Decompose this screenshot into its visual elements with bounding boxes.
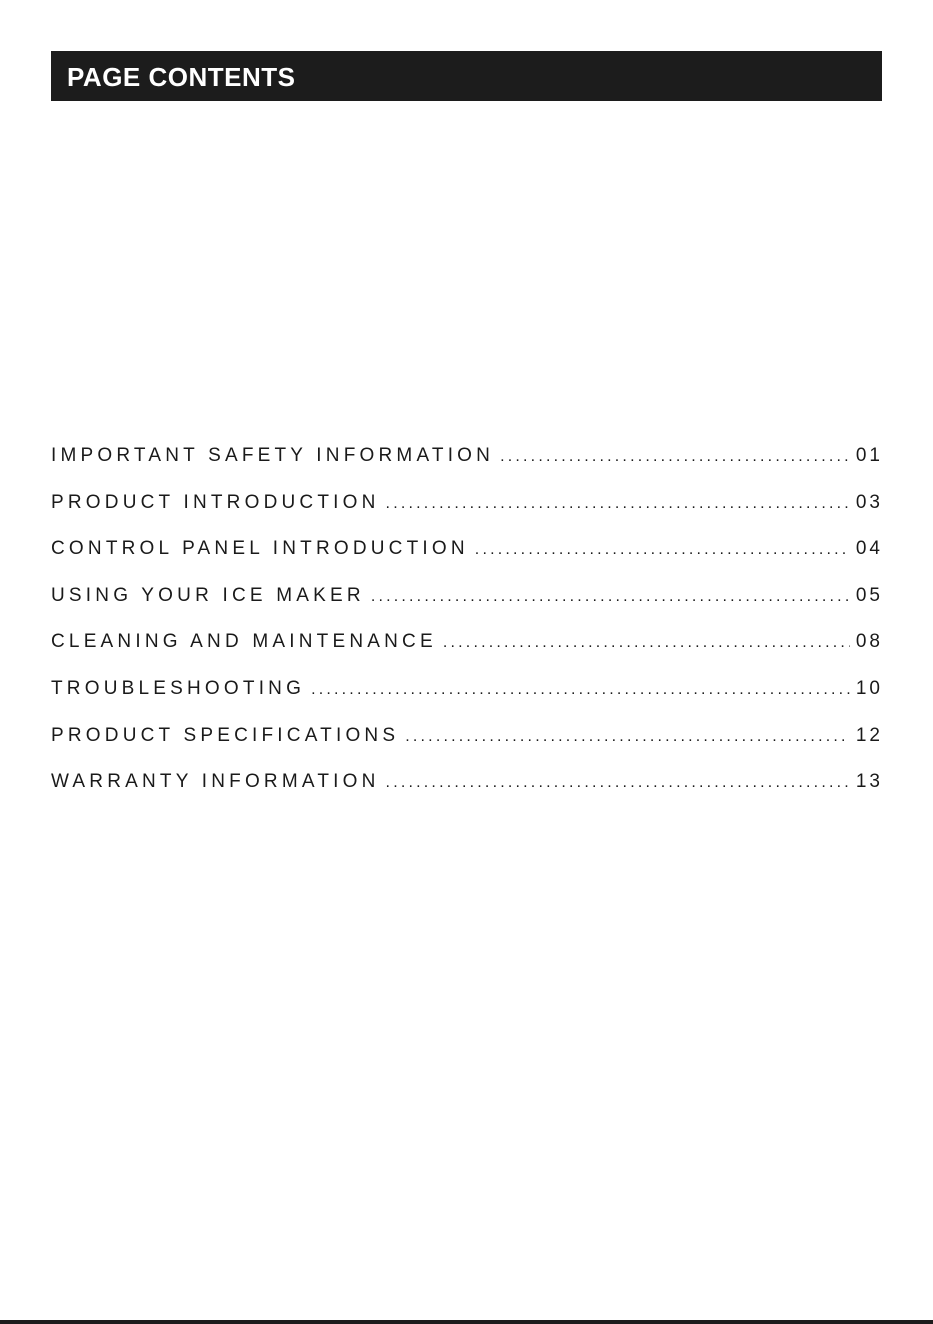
toc-dot-leader bbox=[405, 728, 850, 746]
toc-entry-page-number: 12 bbox=[855, 724, 883, 746]
page-title: PAGE CONTENTS bbox=[67, 62, 296, 92]
toc-entry-label: WARRANTY INFORMATION bbox=[51, 771, 380, 793]
toc-entry-page-number: 01 bbox=[855, 445, 883, 466]
toc-dot-leader bbox=[475, 541, 850, 559]
toc-entry-control-panel-introduction[interactable] bbox=[51, 538, 883, 585]
toc-entry-page-number: 13 bbox=[855, 771, 883, 793]
toc-entry-page-number: 10 bbox=[855, 677, 883, 699]
toc-dot-leader bbox=[386, 495, 850, 513]
toc-entry-troubleshooting[interactable] bbox=[51, 678, 883, 725]
toc-entry-safety-information[interactable] bbox=[51, 445, 883, 492]
toc-dot-leader bbox=[311, 681, 850, 699]
toc-entry-label: IMPORTANT SAFETY INFORMATION bbox=[51, 445, 495, 466]
toc-entry-label: USING YOUR ICE MAKER bbox=[51, 584, 365, 606]
toc-entry-label: PRODUCT SPECIFICATIONS bbox=[51, 724, 400, 746]
toc-dot-leader bbox=[386, 774, 850, 792]
toc-dot-leader bbox=[500, 448, 850, 466]
toc-entry-cleaning-and-maintenance[interactable] bbox=[51, 631, 883, 678]
toc-entry-page-number: 08 bbox=[855, 631, 883, 653]
toc-entry-label: CLEANING AND MAINTENANCE bbox=[51, 631, 437, 653]
toc-entry-warranty-information[interactable] bbox=[51, 771, 883, 818]
toc-entry-page-number: 05 bbox=[855, 584, 883, 606]
toc-dot-leader bbox=[371, 588, 850, 606]
bottom-rule bbox=[0, 1320, 933, 1324]
toc-dot-leader bbox=[443, 634, 850, 652]
toc-entry-page-number: 03 bbox=[855, 491, 883, 513]
toc-entry-label: CONTROL PANEL INTRODUCTION bbox=[51, 538, 469, 560]
toc-entry-using-your-ice-maker[interactable] bbox=[51, 585, 883, 632]
header-bar bbox=[51, 51, 882, 101]
toc-entry-label: TROUBLESHOOTING bbox=[51, 677, 306, 699]
toc-entry-product-specifications[interactable] bbox=[51, 725, 883, 772]
toc-entry-label: PRODUCT INTRODUCTION bbox=[51, 491, 380, 513]
table-of-contents bbox=[51, 445, 883, 818]
toc-entry-page-number: 04 bbox=[855, 538, 883, 560]
toc-entry-product-introduction[interactable] bbox=[51, 492, 883, 539]
